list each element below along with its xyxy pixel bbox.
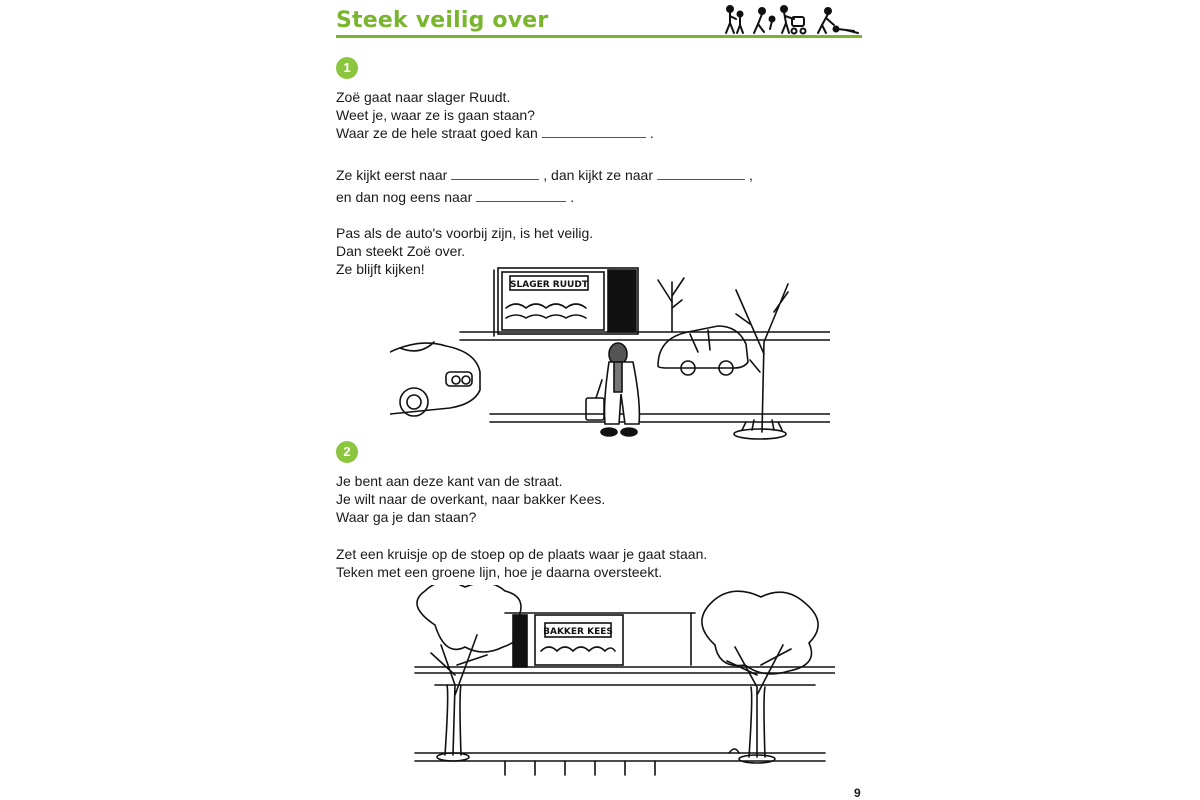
- exercise-1-badge: 1: [336, 57, 358, 79]
- answer-blank-1[interactable]: [542, 125, 646, 138]
- ex1-closing-2: Dan steekt Zoë over.: [336, 243, 466, 259]
- ex2-line-1: Je bent aan deze kant van de straat.: [336, 473, 563, 489]
- butcher-shop-sign: SLAGER RUUDT: [510, 280, 588, 290]
- look-line-2-a: en dan nog eens naar: [336, 189, 473, 205]
- page-number: 9: [854, 786, 861, 800]
- look-line-1-c: ,: [749, 167, 753, 183]
- title-underline: [336, 35, 862, 38]
- look-line-1-a: Ze kijkt eerst naar: [336, 167, 448, 183]
- ex1-line-3: [336, 124, 654, 142]
- ex2-line-3: Waar ga je dan staan?: [336, 509, 477, 525]
- bakery-shop-sign: BAKKER KEES: [543, 627, 613, 637]
- ex1-closing-3: Ze blijft kijken!: [336, 261, 425, 277]
- ex1-look-line-1: [336, 166, 753, 184]
- ex1-line-3-text: Waar ze de hele straat goed kan: [336, 125, 538, 141]
- answer-blank-3[interactable]: [657, 167, 745, 180]
- answer-blank-4[interactable]: [476, 189, 566, 202]
- street-illustration-bakery[interactable]: [395, 585, 835, 780]
- ex2-instruction-1: Zet een kruisje op de stoep op de plaats waar je gaat staan.: [336, 546, 708, 562]
- ex1-line-1: Zoë gaat naar slager Ruudt.: [336, 89, 511, 105]
- pedestrians-icon: [722, 5, 862, 35]
- exercise-2-badge: 2: [336, 441, 358, 463]
- look-line-2-b: .: [570, 189, 575, 205]
- ex1-look-line-2: [336, 188, 574, 206]
- ex1-line-3-end: .: [649, 125, 654, 141]
- ex1-closing-1: Pas als de auto's voorbij zijn, is het veilig.: [336, 225, 594, 241]
- answer-blank-2[interactable]: [451, 167, 539, 180]
- page-title: Steek veilig over: [336, 8, 549, 33]
- ex1-line-2: Weet je, waar ze is gaan staan?: [336, 107, 535, 123]
- ex2-instruction-2: Teken met een groene lijn, hoe je daarna oversteekt.: [336, 564, 663, 580]
- street-illustration-butcher: [390, 262, 830, 447]
- ex2-line-2: Je wilt naar de overkant, naar bakker Kees.: [336, 491, 606, 507]
- look-line-1-b: , dan kijkt ze naar: [543, 167, 653, 183]
